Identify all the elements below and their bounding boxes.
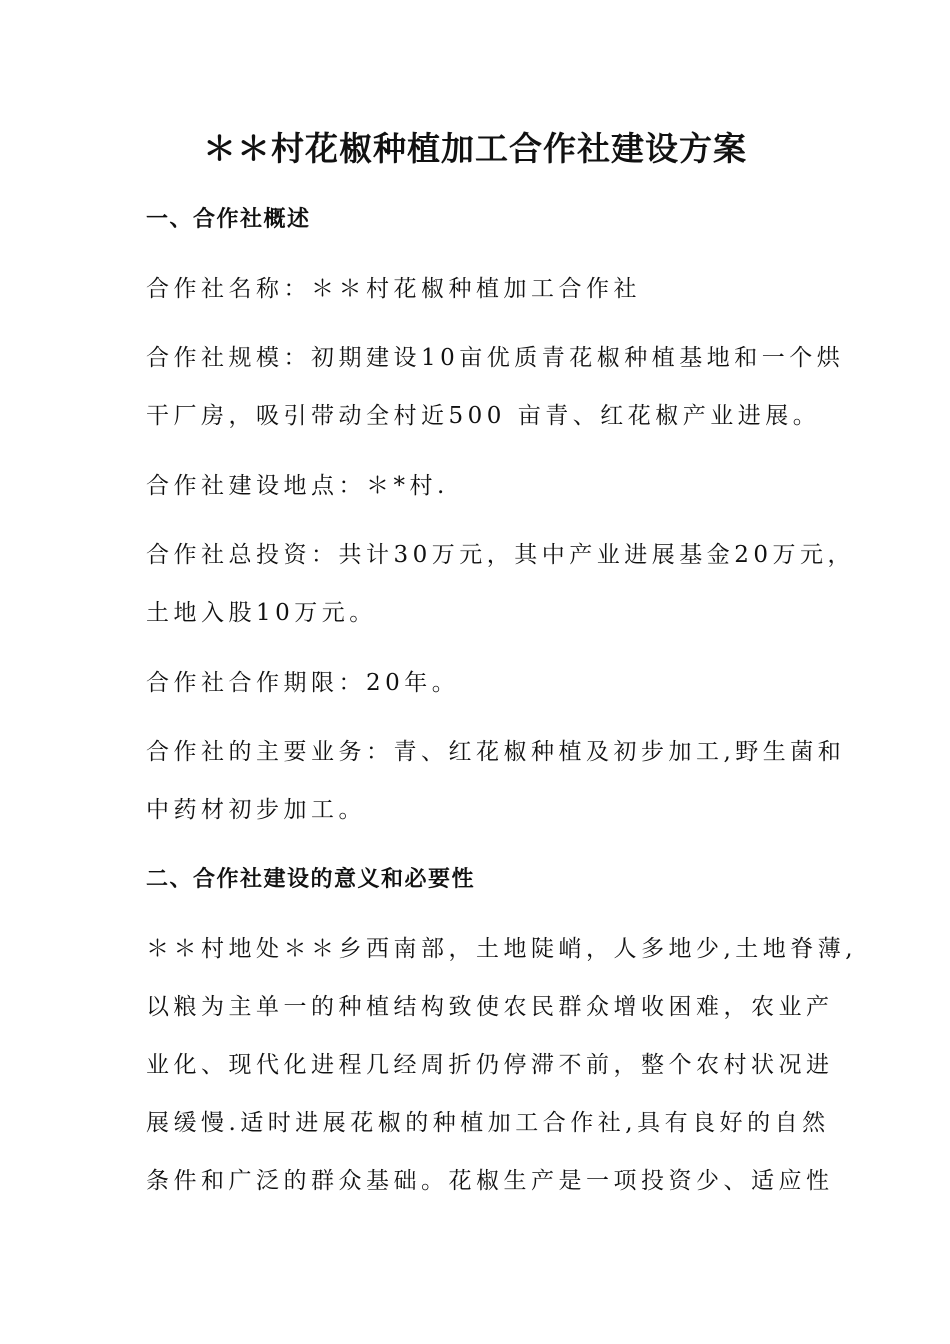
paragraph-line-business-2: 中药材初步加工。 [146,797,366,823]
paragraph-line-location: 合作社建设地点：＊*村. [146,473,449,499]
paragraph-line-term: 合作社合作期限：20年。 [146,670,460,696]
paragraph-line-name: 合作社名称：＊＊村花椒种植加工合作社 [146,276,641,302]
paragraph-line-business-1: 合作社的主要业务：青、红花椒种植及初步加工,野生菌和 [146,739,846,765]
paragraph-line-scale-2: 干厂房，吸引带动全村近500 亩青、红花椒产业进展。 [146,403,821,429]
paragraph-line-5: 条件和广泛的群众基础。花椒生产是一项投资少、适应性 [146,1168,834,1194]
paragraph-line-2: 以粮为主单一的种植结构致使农民群众增收困难，农业产 [146,994,834,1020]
document-title: ＊＊村花椒种植加工合作社建设方案 [203,129,747,168]
paragraph-line-4: 展缓慢.适时进展花椒的种植加工合作社,具有良好的自然 [146,1110,830,1136]
paragraph-line-scale-1: 合作社规模：初期建设10亩优质青花椒种植基地和一个烘 [146,345,845,371]
paragraph-line-investment-2: 土地入股10万元。 [146,600,377,626]
paragraph-line-investment-1: 合作社总投资：共计30万元，其中产业进展基金20万元， [146,542,856,568]
section-heading-overview: 一、合作社概述 [146,207,311,232]
section-heading-significance: 二、合作社建设的意义和必要性 [146,867,476,892]
paragraph-line-3: 业化、现代化进程几经周折仍停滞不前，整个农村状况进 [146,1052,834,1078]
paragraph-line-1: ＊＊村地处＊＊乡西南部，土地陡峭，人多地少,土地脊薄, [146,936,858,962]
